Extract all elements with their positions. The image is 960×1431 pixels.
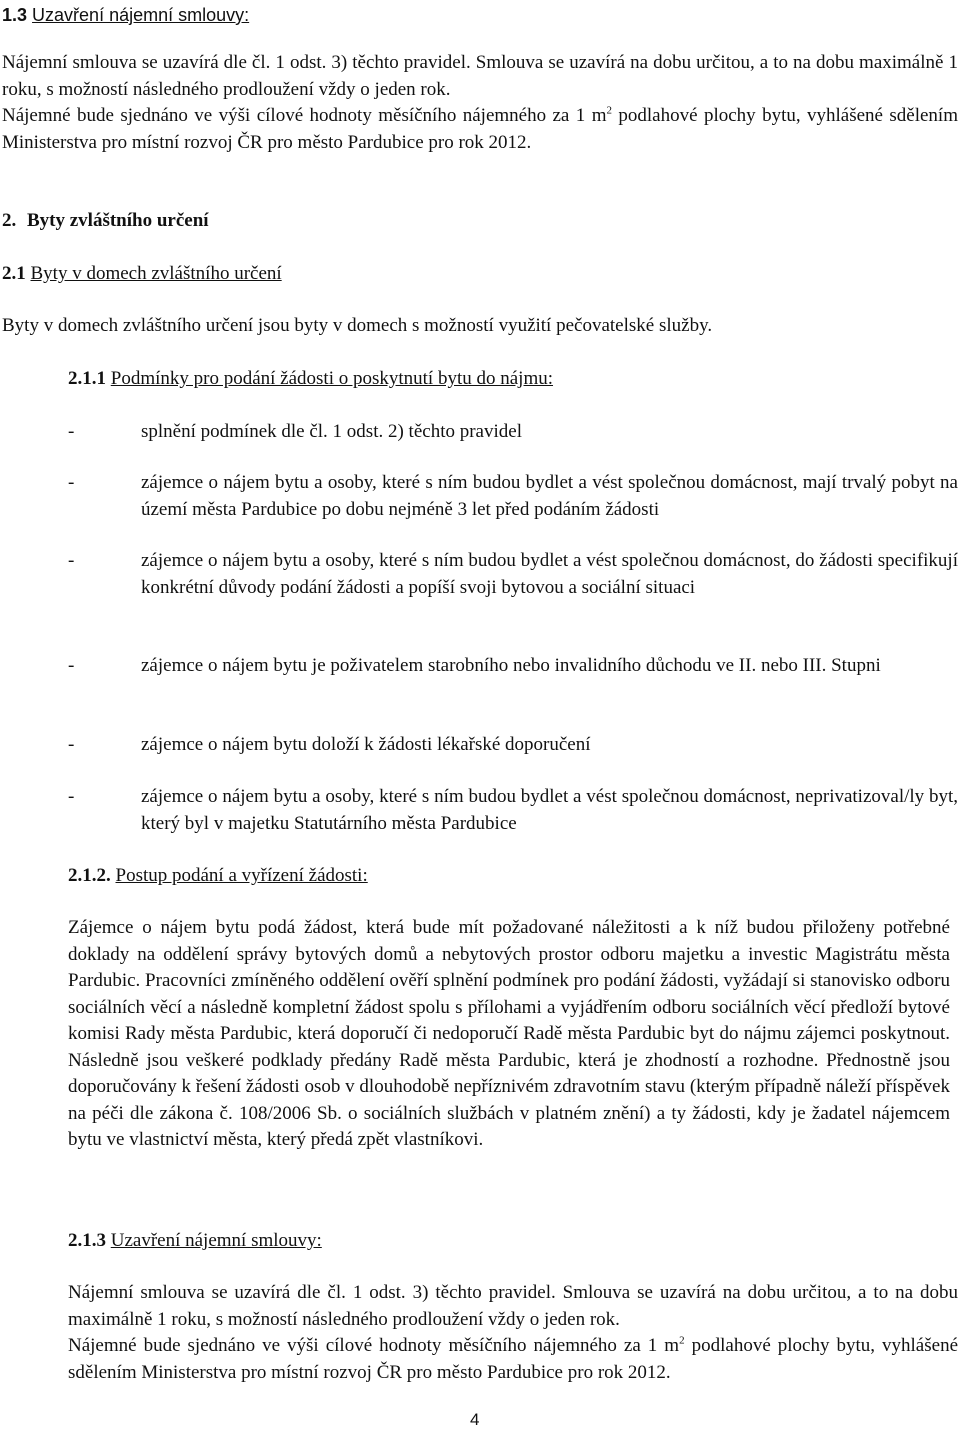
section-2-1-heading (2, 261, 282, 288)
list-item (68, 732, 958, 759)
section-2-1-2-heading (68, 863, 368, 890)
section-number: 2.1.3 (68, 1230, 106, 1251)
paragraph: Nájemní smlouva se uzavírá dle čl. 1 odst. 3) těchto pravidel. Smlouva se uzavírá na dobu určitou, a to na dobu maximálně 1 roku, s možností následného prodloužení vždy o jeden rok. (68, 1282, 958, 1330)
list-dash: - (68, 421, 75, 442)
paragraph: Nájemné bude sjednáno ve výši cílové hodnoty měsíčního nájemného za 1 $m^2$ podlahové plochy bytu, vyhlášené sdělením Ministerstva pro místní rozvoj ČR pro město Pardubice pro rok 2012. (2, 104, 958, 153)
section-number: 2.1 (2, 263, 26, 284)
section-number: 2. (2, 210, 17, 231)
list-item-text: zájemce o nájem bytu je poživatelem starobního nebo invalidního důchodu ve II. nebo III. Stupni (141, 655, 881, 676)
page-number: 4 (470, 1410, 480, 1429)
list-item (68, 470, 958, 523)
list-dash: - (68, 786, 75, 807)
list-item-text: zájemce o nájem bytu a osoby, které s ním budou bydlet a vést společnou domácnost, mají trvalý pobyt na území města Pardubice po dobu nejméně 3 let před podáním žádosti (141, 472, 958, 520)
paragraph: Nájemní smlouva se uzavírá dle čl. 1 odst. 3) těchto pravidel. Smlouva se uzavírá na dobu určitou, a to na dobu maximálně 1 roku, s možností následného prodloužení vždy o jeden rok. (2, 52, 958, 100)
paragraph: Byty v domech zvláštního určení jsou byty v domech s možností využití pečovatelské služby. (2, 315, 713, 336)
list-item-text: zájemce o nájem bytu a osoby, které s ním budou bydlet a vést společnou domácnost, neprivatizoval/ly byt, který byl v majetku Statutárního města Pardubice (141, 786, 958, 834)
paragraph: Nájemné bude sjednáno ve výši cílové hodnoty měsíčního nájemného za 1 $m^2$ podlahové plochy bytu, vyhlášené sdělením Ministerstva pro místní rozvoj ČR pro město Pardubice pro rok 2012. (68, 1334, 958, 1383)
section-number: 1.3 (2, 5, 28, 25)
list-dash: - (68, 550, 75, 571)
section-title: Postup podání a vyřízení žádosti: (115, 865, 368, 886)
section-2-1-1-heading (68, 366, 553, 393)
section-title: Byty zvláštního určení (27, 210, 209, 231)
list-item (68, 419, 958, 446)
section-number: 2.1.2. (68, 865, 111, 886)
list-item (68, 548, 958, 601)
list-dash: - (68, 472, 75, 493)
section-title: Podmínky pro podání žádosti o poskytnutí bytu do nájmu: (110, 368, 554, 389)
list-item-text: splnění podmínek dle čl. 1 odst. 2) těchto pravidel (141, 421, 522, 442)
section-2-1-3-heading (68, 1228, 322, 1255)
list-item (68, 653, 958, 680)
list-item (68, 784, 958, 837)
list-dash: - (68, 734, 75, 755)
section-2-heading (2, 208, 209, 235)
section-title: Byty v domech zvláštního určení (30, 263, 282, 284)
list-dash: - (68, 655, 75, 676)
list-item-text: zájemce o nájem bytu doloží k žádosti lékařské doporučení (141, 734, 591, 755)
section-number: 2.1.1 (68, 368, 106, 389)
paragraph: Zájemce o nájem bytu podá žádost, která bude mít požadované náležitosti a k níž budou přiloženy potřebné doklady na oddělení správy bytových domů a nebytových prostor odboru majetku a investic Magistrátu města Pardubic. Pracovníci zmíněného oddělení ověří splnění podmínek pro podání žádosti, vyžádají si stanovisko odboru sociálních věcí a následně kompletní žádost spolu s přílohami a vyjádřením odboru sociálních věcí předloží bytové komisi Rady města Pardubic, která doporučí či nedoporučí Radě města Pardubic byt do nájmu zájemci poskytnout. Následně jsou veškeré podklady předány Radě města Pardubic, která je zhodností a rozhodne. Přednostně jsou doporučovány k řešení žádosti osob v dlouhodobě nepříznivém zdravotním stavu (kterým případně náleží příspěvek na péči dle zákona č. 108/2006 Sb. o sociálních službách v platném znění) a ty žádosti, kdy je žadatel nájemcem bytu ve vlastnictví města, který předá zpět vlastníkovi. (68, 917, 950, 1150)
section-title: Uzavření nájemní smlouvy: (110, 1230, 322, 1251)
list-item-text: zájemce o nájem bytu a osoby, které s ním budou bydlet a vést společnou domácnost, do žádosti specifikují konkrétní důvody podání žádosti a popíší svoji bytovou a sociální situaci (141, 550, 958, 598)
section-1-3-heading (2, 2, 249, 29)
section-title: Uzavření nájemní smlouvy: (32, 5, 250, 25)
